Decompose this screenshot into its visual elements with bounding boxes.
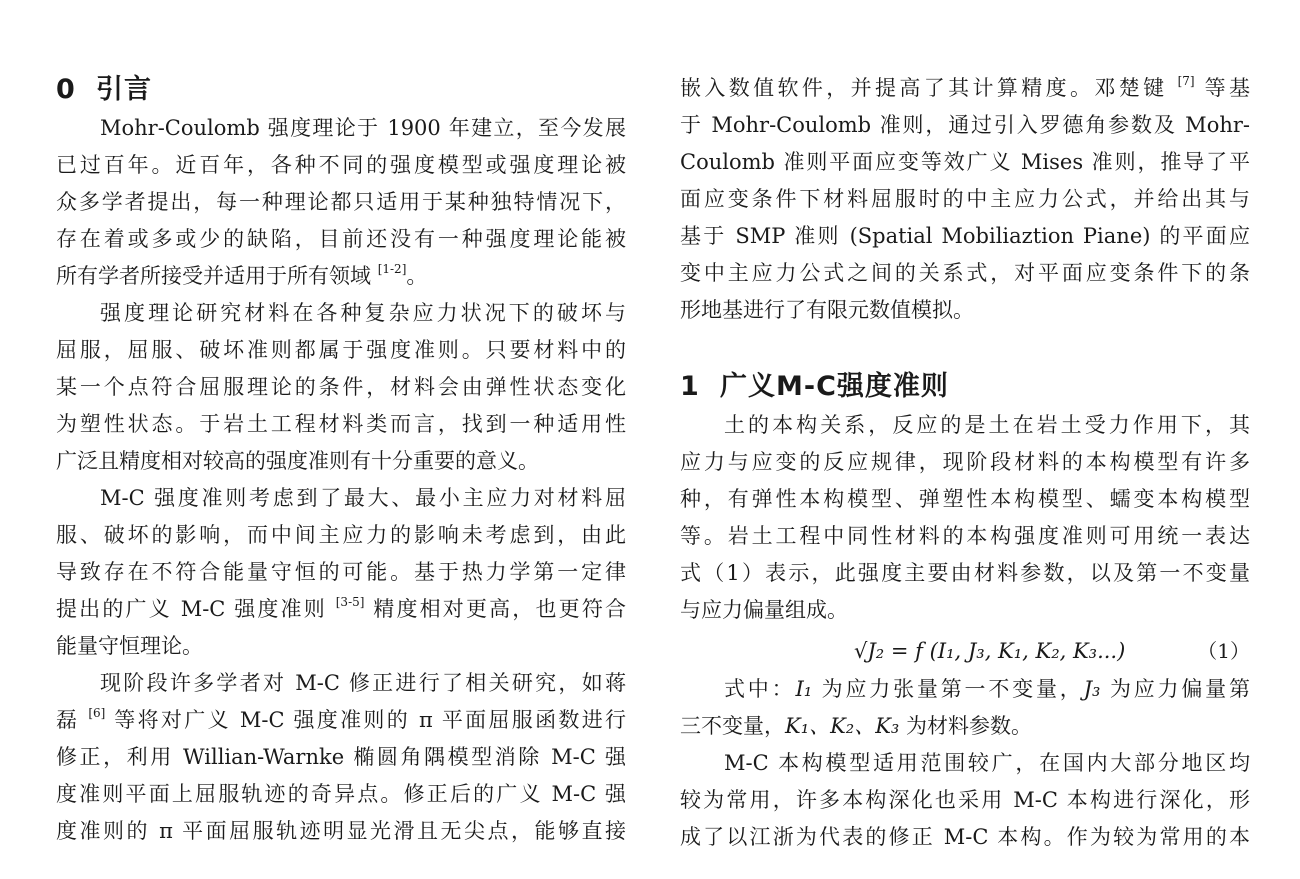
text-run: 磊 (56, 708, 89, 732)
paragraph-line: 某一个点符合屈服理论的条件，材料会由弹性状态变化 (56, 375, 626, 399)
paragraph-line: 面应变条件下材料屈服时的中主应力公式，并给出其与 (680, 187, 1250, 211)
text-run: 式中： (724, 677, 796, 701)
left-column (56, 70, 626, 850)
section-gap (680, 329, 1250, 367)
citation: [6] (88, 706, 106, 720)
text-run: 。 (406, 264, 428, 288)
paragraph-line: 为塑性状态。于岩土工程材料类而言，找到一种适用性 (56, 412, 626, 436)
paragraph-line: 种，有弹性本构模型、弹塑性本构模型、蠕变本构模型 (680, 487, 1250, 511)
paragraph-line: 应力与应变的反应规律，现阶段材料的本构模型有许多 (680, 450, 1250, 474)
section-number: 0 (56, 74, 76, 105)
text-run: 为材料参数。 (906, 714, 1033, 738)
right-column (680, 70, 1250, 856)
paragraph-line: 强度理论研究材料在各种复杂应力状况下的破坏与 (100, 301, 626, 325)
paragraph-line: 与应力偏量组成。 (680, 598, 848, 622)
paragraph-line: 能量守恒理论。 (56, 634, 203, 658)
paragraph-line: 等。岩土工程中同性材料的本构强度准则可用统一表达 (680, 524, 1250, 548)
paragraph-line: 成了以江浙为代表的修正 M-C 本构。作为较为常用的本 (680, 825, 1250, 849)
citation: [7] (1177, 74, 1195, 88)
paragraph-line: 形地基进行了有限元数值模拟。 (680, 298, 974, 322)
paragraph-line: 度准则平面上屈服轨迹的奇异点。修正后的广义 M-C 强 (56, 782, 626, 806)
paragraph-line: 屈服，屈服、破坏准则都属于强度准则。只要材料中的 (56, 338, 626, 362)
citation: [3-5] (335, 595, 365, 609)
equation-1 (680, 631, 1250, 671)
paragraph-line: M-C 本构模型适用范围较广，在国内大部分地区均 (724, 751, 1250, 775)
text-run: 嵌入数值软件，并提高了其计算精度。邓楚键 (680, 76, 1178, 100)
section-title: 引言 (96, 74, 152, 105)
paragraph-line (56, 591, 626, 628)
paragraph-line: 基于 SMP 准则 (Spatial Mobiliaztion Piane) 的平面应 (680, 224, 1250, 248)
paragraph-line (56, 702, 626, 739)
text-run: 三不变量， (680, 714, 785, 738)
equation-body: √J₂ = f (I₁, J₃, K₁, K₂, K₃...) (854, 639, 1126, 663)
text-run: 精度相对更高，也更符合 (364, 597, 626, 621)
paragraph-line: 已过百年。近百年，各种不同的强度模型或强度理论被 (56, 153, 626, 177)
paragraph-line: 修正，利用 Willian-Warnke 椭圆角隅模型消除 M-C 强 (56, 745, 626, 769)
paragraph-line: 现阶段许多学者对 M-C 修正进行了相关研究，如蒋 (100, 671, 626, 695)
text-run: 所有学者所接受并适用于所有领域 (56, 264, 371, 288)
paragraph-line (680, 671, 1250, 708)
citation: [1-2] (377, 262, 407, 276)
text-run: 等将对广义 M-C 强度准则的 π 平面屈服函数进行 (105, 708, 627, 732)
paragraph-line: 服、破坏的影响，而中间主应力的影响未考虑到，由此 (56, 523, 626, 547)
paragraph-line: 于 Mohr-Coulomb 准则，通过引入罗德角参数及 Mohr- (680, 113, 1250, 137)
section-heading-generalized-mc (680, 367, 1250, 407)
math-variable: J₃ (1083, 677, 1101, 701)
paragraph-line: 较为常用，许多本构深化也采用 M-C 本构进行深化，形 (680, 788, 1250, 812)
paragraph-line (56, 258, 626, 295)
paragraph-line: Mohr-Coulomb 强度理论于 1900 年建立，至今发展 (100, 116, 626, 140)
paragraph-line: 土的本构关系，反应的是土在岩土受力作用下，其 (724, 413, 1250, 437)
paragraph-line: M-C 强度准则考虑到了最大、最小主应力对材料屈 (100, 486, 626, 510)
section-title: 广义M-C强度准则 (720, 371, 949, 402)
section-heading-introduction (56, 70, 626, 110)
text-run: 为应力张量第一不变量， (821, 677, 1084, 701)
paragraph-line: 导致存在不符合能量守恒的可能。基于热力学第一定律 (56, 560, 626, 584)
paragraph-line: 众多学者提出，每一种理论都只适用于某种独特情况下， (56, 190, 626, 214)
text-run: 等基 (1194, 76, 1250, 100)
paragraph-line (680, 70, 1250, 107)
paragraph-line (680, 708, 1250, 745)
text-run: 为应力偏量第 (1109, 677, 1250, 701)
paragraph-line: 存在着或多或少的缺陷，目前还没有一种强度理论能被 (56, 227, 626, 251)
math-variable: I₁ (795, 677, 813, 701)
paragraph-line: 度准则的 π 平面屈服轨迹明显光滑且无尖点，能够直接 (56, 819, 626, 843)
paragraph-line: Coulomb 准则平面应变等效广义 Mises 准则，推导了平 (680, 150, 1250, 174)
paragraph-line: 广泛且精度相对较高的强度准则有十分重要的意义。 (56, 449, 539, 473)
paragraph-line: 式（1）表示，此强度主要由材料参数，以及第一不变量 (680, 561, 1250, 585)
equation-number: （1） (1197, 639, 1250, 663)
section-number: 1 (680, 371, 700, 402)
paragraph-line: 变中主应力公式之间的关系式，对平面应变条件下的条 (680, 261, 1250, 285)
text-run: 提出的广义 M-C 强度准则 (56, 597, 336, 621)
math-variable: K₁、K₂、K₃ (785, 714, 900, 738)
